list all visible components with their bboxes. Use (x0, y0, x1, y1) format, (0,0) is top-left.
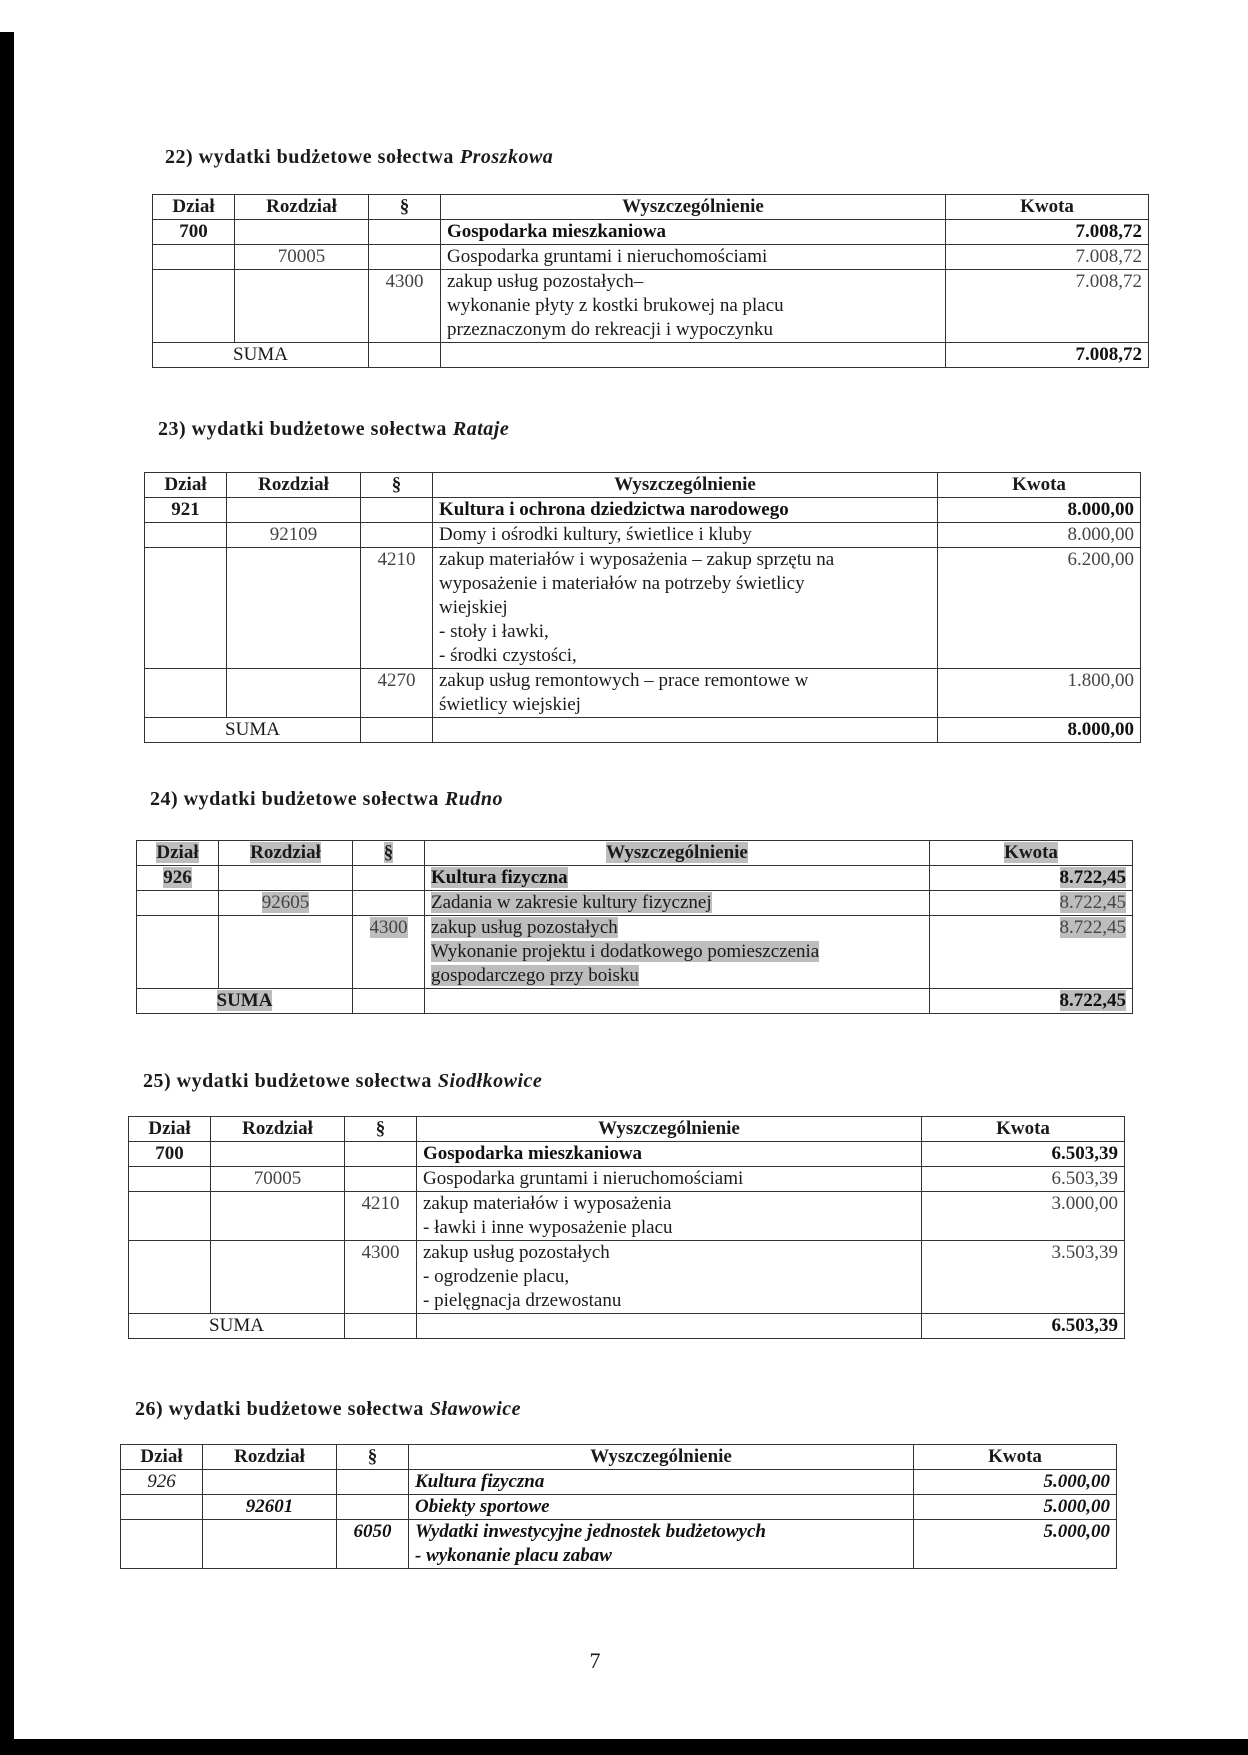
dzial-name: Gospodarka mieszkaniowa (441, 220, 946, 245)
suma-row (145, 718, 1141, 743)
table-row (145, 523, 1141, 548)
section-number: 26) (135, 1398, 164, 1420)
item-amount: 5.000,00 (914, 1520, 1117, 1569)
table-row (137, 866, 1133, 891)
paragraf-code: 6050 (337, 1520, 409, 1569)
rozdzial-code: 92601 (203, 1495, 337, 1520)
header-dzial: Dział (121, 1445, 203, 1470)
dzial-code: 700 (153, 220, 235, 245)
section-title: wydatki budżetowe sołectwa (198, 146, 454, 168)
section-title: wydatki budżetowe sołectwa (191, 418, 447, 440)
dzial-code: 926 (121, 1470, 203, 1495)
suma-label: SUMA (137, 989, 353, 1014)
item-amount: 6.200,00 (938, 548, 1141, 669)
item-description (417, 1192, 922, 1241)
item-description (425, 916, 930, 989)
paragraf-code: 4300 (345, 1241, 417, 1314)
paragraf-code: 4210 (345, 1192, 417, 1241)
rozdzial-code: 92605 (219, 891, 353, 916)
header-wyszczegolnienie: Wyszczególnienie (417, 1117, 922, 1142)
description-line: - ogrodzenie placu, (423, 1266, 570, 1287)
section-heading-25 (143, 1070, 542, 1093)
description-line: wyposażenie i materiałów na potrzeby świetlicy (439, 573, 805, 594)
suma-amount: 6.503,39 (922, 1314, 1125, 1339)
section-heading-24 (150, 788, 503, 811)
item-amount: 3.000,00 (922, 1192, 1125, 1241)
description-line: wiejskiej (439, 597, 508, 618)
budget-table-slawowice (120, 1444, 1117, 1569)
suma-amount: 8.722,45 (930, 989, 1133, 1014)
item-description (417, 1241, 922, 1314)
description-line: - pielęgnacja drzewostanu (423, 1290, 622, 1311)
dzial-code: 926 (137, 866, 219, 891)
village-name: Siodłkowice (437, 1070, 543, 1092)
item-amount: 7.008,72 (946, 270, 1149, 343)
table-row (153, 245, 1149, 270)
table-row (129, 1192, 1125, 1241)
item-description (433, 669, 938, 718)
header-dzial: Dział (145, 473, 227, 498)
header-paragraf: § (345, 1117, 417, 1142)
village-name: Rataje (452, 418, 510, 440)
header-kwota: Kwota (938, 473, 1141, 498)
dzial-amount: 5.000,00 (914, 1470, 1117, 1495)
dzial-amount: 7.008,72 (946, 220, 1149, 245)
table-header (145, 473, 1141, 498)
suma-row (137, 989, 1133, 1014)
header-rozdzial: Rozdział (227, 473, 361, 498)
suma-row (153, 343, 1149, 368)
description-line: Wykonanie projektu i dodatkowego pomieszczenia (431, 941, 820, 962)
description-line: zakup usług pozostałych (431, 917, 618, 938)
table-header (153, 195, 1149, 220)
header-wyszczegolnienie: Wyszczególnienie (425, 841, 930, 866)
header-rozdzial: Rozdział (211, 1117, 345, 1142)
header-kwota: Kwota (930, 841, 1133, 866)
budget-table-rudno (136, 840, 1133, 1014)
suma-amount: 7.008,72 (946, 343, 1149, 368)
section-title: wydatki budżetowe sołectwa (168, 1398, 424, 1420)
rozdzial-amount: 5.000,00 (914, 1495, 1117, 1520)
header-rozdzial: Rozdział (219, 841, 353, 866)
section-title: wydatki budżetowe sołectwa (183, 788, 439, 810)
item-amount: 8.722,45 (930, 916, 1133, 989)
header-dzial: Dział (153, 195, 235, 220)
section-number: 25) (143, 1070, 172, 1092)
table-row (145, 498, 1141, 523)
table-header (137, 841, 1133, 866)
section-heading-26 (135, 1398, 521, 1421)
budget-table-rataje (144, 472, 1141, 743)
dzial-code: 700 (129, 1142, 211, 1167)
rozdzial-amount: 8.722,45 (930, 891, 1133, 916)
section-title: wydatki budżetowe sołectwa (176, 1070, 432, 1092)
item-description (433, 548, 938, 669)
rozdzial-amount: 8.000,00 (938, 523, 1141, 548)
rozdzial-name: Domy i ośrodki kultury, świetlice i kluby (433, 523, 938, 548)
item-amount: 1.800,00 (938, 669, 1141, 718)
header-wyszczegolnienie: Wyszczególnienie (433, 473, 938, 498)
suma-label: SUMA (145, 718, 361, 743)
suma-row (129, 1314, 1125, 1339)
rozdzial-name: Gospodarka gruntami i nieruchomościami (441, 245, 946, 270)
paragraf-code: 4210 (361, 548, 433, 669)
suma-amount: 8.000,00 (938, 718, 1141, 743)
rozdzial-name: Zadania w zakresie kultury fizycznej (425, 891, 930, 916)
dzial-name: Kultura i ochrona dziedzictwa narodowego (433, 498, 938, 523)
table-header (129, 1117, 1125, 1142)
table-row (129, 1142, 1125, 1167)
table-row (129, 1241, 1125, 1314)
description-line: - wykonanie placu zabaw (415, 1545, 612, 1566)
rozdzial-code: 70005 (235, 245, 369, 270)
header-dzial: Dział (129, 1117, 211, 1142)
rozdzial-amount: 7.008,72 (946, 245, 1149, 270)
rozdzial-name: Obiekty sportowe (409, 1495, 914, 1520)
dzial-code: 921 (145, 498, 227, 523)
table-row (121, 1470, 1117, 1495)
table-row (153, 220, 1149, 245)
description-line: zakup materiałów i wyposażenia (423, 1193, 672, 1214)
header-paragraf: § (353, 841, 425, 866)
paragraf-code: 4300 (353, 916, 425, 989)
table-row (145, 669, 1141, 718)
village-name: Proszkowa (459, 146, 554, 168)
table-row (153, 270, 1149, 343)
description-line: przeznaczonym do rekreacji i wypoczynku (447, 319, 774, 340)
item-description (409, 1520, 914, 1569)
header-paragraf: § (369, 195, 441, 220)
section-number: 24) (150, 788, 179, 810)
paragraf-code: 4300 (369, 270, 441, 343)
suma-label: SUMA (153, 343, 369, 368)
item-amount: 3.503,39 (922, 1241, 1125, 1314)
header-dzial: Dział (137, 841, 219, 866)
description-line: - środki czystości, (439, 645, 577, 666)
dzial-name: Kultura fizyczna (425, 866, 930, 891)
dzial-amount: 8.722,45 (930, 866, 1133, 891)
description-line: Wydatki inwestycyjne jednostek budżetowych (415, 1521, 766, 1542)
item-description (441, 270, 946, 343)
page-number: 7 (589, 1648, 601, 1673)
table-row (129, 1167, 1125, 1192)
paragraf-code: 4270 (361, 669, 433, 718)
description-line: zakup usług remontowych – prace remontowe w (439, 670, 809, 691)
table-row (145, 548, 1141, 669)
description-line: gospodarczego przy boisku (431, 965, 639, 986)
header-wyszczegolnienie: Wyszczególnienie (441, 195, 946, 220)
header-kwota: Kwota (946, 195, 1149, 220)
rozdzial-code: 70005 (211, 1167, 345, 1192)
dzial-name: Kultura fizyczna (409, 1470, 914, 1495)
suma-label: SUMA (129, 1314, 345, 1339)
header-paragraf: § (337, 1445, 409, 1470)
village-name: Sławowice (429, 1398, 522, 1420)
section-heading-23 (158, 418, 509, 441)
description-line: zakup usług pozostałych– (447, 271, 644, 292)
section-number: 23) (158, 418, 187, 440)
table-header (121, 1445, 1117, 1470)
header-kwota: Kwota (914, 1445, 1117, 1470)
header-rozdzial: Rozdział (203, 1445, 337, 1470)
table-row (121, 1520, 1117, 1569)
section-number: 22) (165, 146, 194, 168)
header-paragraf: § (361, 473, 433, 498)
header-rozdzial: Rozdział (235, 195, 369, 220)
rozdzial-amount: 6.503,39 (922, 1167, 1125, 1192)
budget-table-proszkowa (152, 194, 1149, 368)
description-line: - stoły i ławki, (439, 621, 549, 642)
table-row (121, 1495, 1117, 1520)
description-line: świetlicy wiejskiej (439, 694, 581, 715)
dzial-amount: 6.503,39 (922, 1142, 1125, 1167)
rozdzial-code: 92109 (227, 523, 361, 548)
dzial-name: Gospodarka mieszkaniowa (417, 1142, 922, 1167)
description-line: - ławki i inne wyposażenie placu (423, 1217, 673, 1238)
dzial-amount: 8.000,00 (938, 498, 1141, 523)
table-row (137, 916, 1133, 989)
village-name: Rudno (444, 788, 503, 810)
description-line: wykonanie płyty z kostki brukowej na placu (447, 295, 784, 316)
rozdzial-name: Gospodarka gruntami i nieruchomościami (417, 1167, 922, 1192)
header-kwota: Kwota (922, 1117, 1125, 1142)
budget-table-siodlkowice (128, 1116, 1125, 1339)
description-line: zakup materiałów i wyposażenia – zakup sprzętu na (439, 549, 835, 570)
header-wyszczegolnienie: Wyszczególnienie (409, 1445, 914, 1470)
section-heading-22 (165, 146, 553, 169)
table-row (137, 891, 1133, 916)
description-line: zakup usług pozostałych (423, 1242, 610, 1263)
